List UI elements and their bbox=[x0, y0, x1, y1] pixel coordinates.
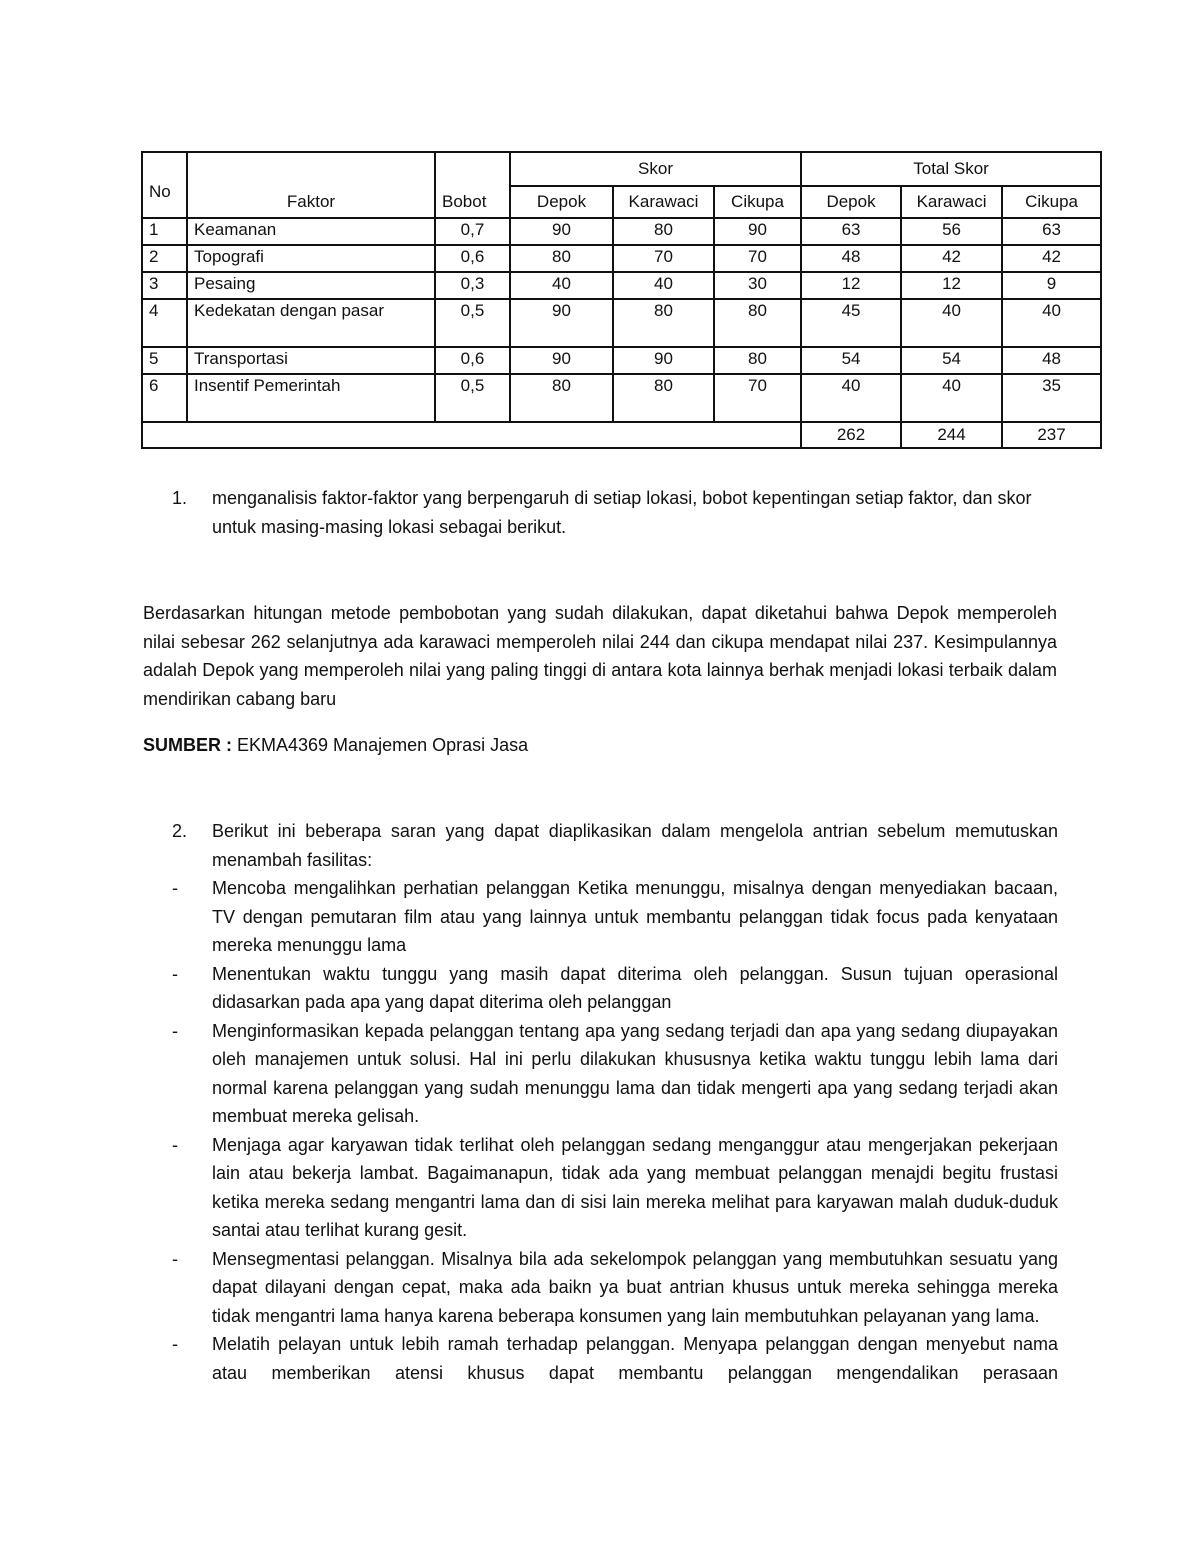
list-item-text: Menentukan waktu tunggu yang masih dapat diterima oleh pelanggan. Susun tujuan operasional didasarkan pada apa yang dapat diterima oleh pelanggan bbox=[212, 963, 1058, 1012]
bullet-dash: - bbox=[172, 878, 178, 898]
cell-skor-cikupa: 90 bbox=[714, 218, 801, 245]
cell-skor-cikupa: 80 bbox=[714, 299, 801, 347]
location-score-table bbox=[141, 151, 1102, 449]
bullet-dash: - bbox=[172, 1334, 178, 1354]
cell-skor-karawaci: 90 bbox=[613, 347, 714, 374]
source-label: SUMBER : bbox=[143, 735, 232, 755]
list-item bbox=[172, 874, 1058, 960]
list-item-text: Melatih pelayan untuk lebih ramah terhadap pelanggan. Menyapa pelanggan dengan menyebut nama atau memberikan atensi khusus dapat membantu pelanggan mengendalikan perasaan bbox=[212, 1334, 1058, 1383]
table-row bbox=[142, 299, 1101, 347]
table-total-row bbox=[142, 422, 1101, 448]
cell-skor-depok: 80 bbox=[510, 374, 613, 422]
cell-total-cikupa: 9 bbox=[1002, 272, 1101, 299]
cell-skor-cikupa: 80 bbox=[714, 347, 801, 374]
cell-faktor: Kedekatan dengan pasar bbox=[187, 299, 435, 347]
cell-total-depok: 54 bbox=[801, 347, 901, 374]
header-total-skor: Total Skor bbox=[801, 152, 1101, 186]
cell-no: 2 bbox=[142, 245, 187, 272]
cell-total-cikupa: 40 bbox=[1002, 299, 1101, 347]
cell-faktor: Topografi bbox=[187, 245, 435, 272]
cell-bobot: 0,5 bbox=[435, 374, 510, 422]
header-faktor: Faktor bbox=[187, 152, 435, 218]
source-text: EKMA4369 Manajemen Oprasi Jasa bbox=[232, 735, 529, 755]
cell-total-karawaci: 42 bbox=[901, 245, 1002, 272]
cell-skor-depok: 40 bbox=[510, 272, 613, 299]
header-total-depok: Depok bbox=[801, 186, 901, 218]
item-number: 1. bbox=[172, 488, 188, 508]
header-total-cikupa: Cikupa bbox=[1002, 186, 1101, 218]
cell-no: 1 bbox=[142, 218, 187, 245]
table-row bbox=[142, 347, 1101, 374]
list-item-text: Menginformasikan kepada pelanggan tentang apa yang sedang terjadi dan apa yang sedang diupayakan oleh manajemen untuk solusi. Hal ini perlu dilakukan khususnya ketika waktu tunggu lebih lama dari normal karena pelanggan yang sudah menunggu lama dan tidak mengerti apa yang sedang terjadi akan membuat mereka gelisah. bbox=[212, 1020, 1058, 1126]
cell-skor-depok: 90 bbox=[510, 347, 613, 374]
bullet-dash: - bbox=[172, 963, 178, 984]
list-item bbox=[172, 1131, 1058, 1245]
list-item-text: Menjaga agar karyawan tidak terlihat oleh pelanggan sedang menganggur atau mengerjakan pekerjaan lain atau bekerja lambat. Bagaimanapun, tidak ada yang membuat pelanggan menajdi begitu frustasi ketika mereka sedang mengantri lama dan di sisi lain mereka melihat para karyawan malah duduk-duduk santai atau terlihat kurang gesit. bbox=[212, 1134, 1058, 1240]
cell-faktor: Pesaing bbox=[187, 272, 435, 299]
bullet-dash: - bbox=[172, 1134, 178, 1155]
table-header-row bbox=[142, 152, 1101, 186]
header-skor-depok: Depok bbox=[510, 186, 613, 218]
table-row bbox=[142, 245, 1101, 272]
cell-skor-cikupa: 70 bbox=[714, 374, 801, 422]
cell-total-depok: 45 bbox=[801, 299, 901, 347]
cell-total-cikupa: 35 bbox=[1002, 374, 1101, 422]
list-item bbox=[172, 1017, 1058, 1131]
header-skor: Skor bbox=[510, 152, 801, 186]
header-skor-karawaci: Karawaci bbox=[613, 186, 714, 218]
bullet-dash: - bbox=[172, 1020, 178, 1041]
list-item bbox=[172, 960, 1058, 1017]
cell-skor-karawaci: 80 bbox=[613, 374, 714, 422]
conclusion-paragraph: Berdasarkan hitungan metode pembobotan yang sudah dilakukan, dapat diketahui bahwa Depok memperoleh nilai sebesar 262 selanjutnya ada karawaci memperoleh nilai 244 dan cikupa mendapat nilai 237. Kesimpulannya adalah Depok yang memperoleh nilai yang paling tinggi di antara kota lainnya berhak menjadi lokasi terbaik dalam mendirikan cabang baru bbox=[143, 603, 1057, 709]
cell-total-depok: 63 bbox=[801, 218, 901, 245]
cell-bobot: 0,7 bbox=[435, 218, 510, 245]
header-skor-cikupa: Cikupa bbox=[714, 186, 801, 218]
cell-no: 5 bbox=[142, 347, 187, 374]
cell-total-karawaci: 56 bbox=[901, 218, 1002, 245]
list-item-text: Mensegmentasi pelanggan. Misalnya bila ada sekelompok pelanggan yang membutuhkan sesuatu yang dapat dilayani dengan cepat, maka ada baikn ya buat antrian khusus untuk mereka sehingga mereka tidak mengantri lama hanya karena beberapa konsumen yang lain membutuhkan pelayanan yang lama. bbox=[212, 1248, 1058, 1326]
source-line bbox=[143, 731, 1057, 760]
cell-faktor: Insentif Pemerintah bbox=[187, 374, 435, 422]
cell-skor-cikupa: 70 bbox=[714, 245, 801, 272]
cell-total-karawaci: 54 bbox=[901, 347, 1002, 374]
grand-total-cikupa: 237 bbox=[1002, 422, 1101, 448]
cell-bobot: 0,3 bbox=[435, 272, 510, 299]
cell-skor-depok: 90 bbox=[510, 218, 613, 245]
cell-bobot: 0,5 bbox=[435, 299, 510, 347]
item-number: 2. bbox=[172, 821, 188, 841]
cell-faktor: Keamanan bbox=[187, 218, 435, 245]
cell-no: 4 bbox=[142, 299, 187, 347]
cell-total-depok: 12 bbox=[801, 272, 901, 299]
cell-faktor: Transportasi bbox=[187, 347, 435, 374]
cell-skor-karawaci: 40 bbox=[613, 272, 714, 299]
cell-skor-karawaci: 70 bbox=[613, 245, 714, 272]
grand-total-depok: 262 bbox=[801, 422, 901, 448]
list-item bbox=[172, 1245, 1058, 1331]
cell-total-cikupa: 42 bbox=[1002, 245, 1101, 272]
numbered-item-2 bbox=[172, 817, 1058, 1387]
cell-total-karawaci: 40 bbox=[901, 374, 1002, 422]
cell-total-depok: 40 bbox=[801, 374, 901, 422]
cell-no: 6 bbox=[142, 374, 187, 422]
table-row bbox=[142, 374, 1101, 422]
cell-skor-karawaci: 80 bbox=[613, 218, 714, 245]
cell-total-cikupa: 48 bbox=[1002, 347, 1101, 374]
cell-total-depok: 48 bbox=[801, 245, 901, 272]
cell-skor-karawaci: 80 bbox=[613, 299, 714, 347]
cell-no: 3 bbox=[142, 272, 187, 299]
item-intro bbox=[172, 817, 1058, 874]
cell-skor-cikupa: 30 bbox=[714, 272, 801, 299]
grand-total-karawaci: 244 bbox=[901, 422, 1002, 448]
total-row-spacer bbox=[142, 422, 801, 448]
header-total-karawaci: Karawaci bbox=[901, 186, 1002, 218]
list-item-text: Mencoba mengalihkan perhatian pelanggan Ketika menunggu, misalnya dengan menyediakan bacaan, TV dengan pemutaran film atau yang lainnya untuk membantu pelanggan tidak focus pada kenyataan mereka menunggu lama bbox=[212, 878, 1058, 955]
cell-skor-depok: 90 bbox=[510, 299, 613, 347]
list-item bbox=[172, 1330, 1058, 1387]
item-text: menganalisis faktor-faktor yang berpengaruh di setiap lokasi, bobot kepentingan setiap faktor, dan skor untuk masing-masing lokasi sebagai berikut. bbox=[212, 488, 1032, 537]
table-row bbox=[142, 272, 1101, 299]
item-intro-text: Berikut ini beberapa saran yang dapat diaplikasikan dalam mengelola antrian sebelum memutuskan menambah fasilitas: bbox=[212, 821, 1058, 870]
cell-total-cikupa: 63 bbox=[1002, 218, 1101, 245]
cell-skor-depok: 80 bbox=[510, 245, 613, 272]
cell-bobot: 0,6 bbox=[435, 245, 510, 272]
header-no: No bbox=[142, 152, 187, 218]
bullet-dash: - bbox=[172, 1248, 178, 1269]
table-row bbox=[142, 218, 1101, 245]
cell-bobot: 0,6 bbox=[435, 347, 510, 374]
cell-total-karawaci: 40 bbox=[901, 299, 1002, 347]
cell-total-karawaci: 12 bbox=[901, 272, 1002, 299]
header-bobot: Bobot bbox=[435, 152, 510, 218]
